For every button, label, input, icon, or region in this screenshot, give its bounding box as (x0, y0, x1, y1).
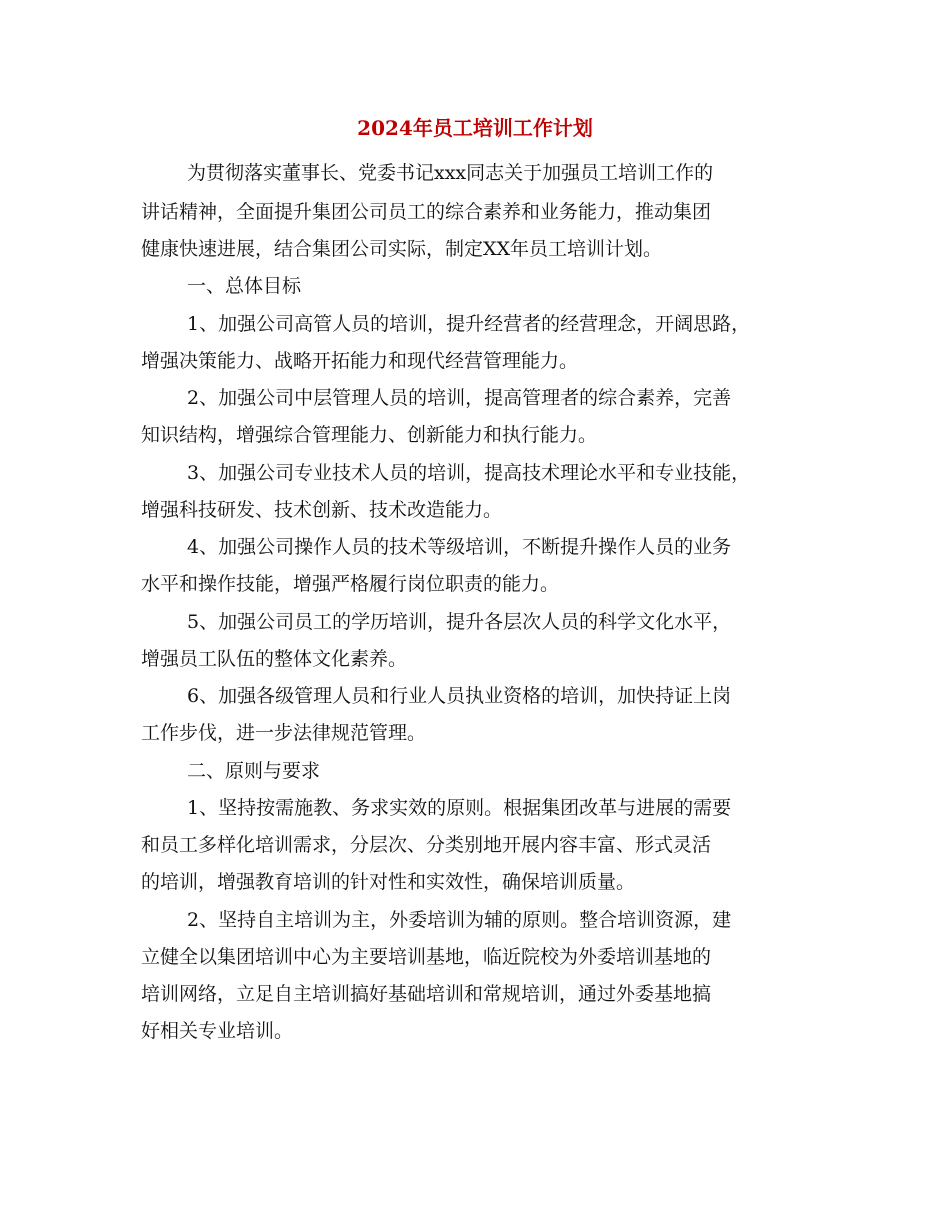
paragraph-line: 3、加强公司专业技术人员的培训，提高技术理论水平和专业技能， (187, 462, 751, 484)
paragraph-line: 工作步伐，进一步法律规范管理。 (141, 722, 427, 744)
paragraph-line: 知识结构，增强综合管理能力、创新能力和执行能力。 (141, 424, 598, 446)
paragraph-line: 2、坚持自主培训为主，外委培训为辅的原则。整合培训资源，建 (187, 909, 732, 931)
paragraph-line: 5、加强公司员工的学历培训，提升各层次人员的科学文化水平， (187, 611, 732, 633)
paragraph-line: 立健全以集团培训中心为主要培训基地，临近院校为外委培训基地的 (141, 946, 712, 968)
paragraph-line: 为贯彻落实董事长、党委书记xxx同志关于加强员工培训工作的 (187, 162, 714, 184)
paragraph-line: 2、加强公司中层管理人员的培训，提高管理者的综合素养，完善 (187, 387, 732, 409)
paragraph-line: 健康快速进展，结合集团公司实际，制定XX年员工培训计划。 (141, 238, 663, 260)
document-title: 2024年员工培训工作计划 (357, 116, 593, 140)
paragraph-line: 好相关专业培训。 (141, 1020, 294, 1042)
paragraph-line: 水平和操作技能，增强严格履行岗位职责的能力。 (141, 573, 560, 595)
paragraph-line: 增强员工队伍的整体文化素养。 (141, 648, 408, 670)
section-heading: 一、总体目标 (187, 275, 302, 297)
paragraph-line: 和员工多样化培训需求，分层次、分类别地开展内容丰富、形式灵活 (141, 834, 712, 856)
paragraph-line: 6、加强各级管理人员和行业人员执业资格的培训，加快持证上岗 (187, 685, 732, 707)
paragraph-line: 增强科技研发、技术创新、技术改造能力。 (141, 499, 503, 521)
paragraph-line: 1、加强公司高管人员的培训，提升经营者的经营理念，开阔思路， (187, 313, 751, 335)
paragraph-line: 的培训，增强教育培训的针对性和实效性，确保培训质量。 (141, 871, 636, 893)
section-heading: 二、原则与要求 (187, 760, 321, 782)
paragraph-line: 讲话精神，全面提升集团公司员工的综合素养和业务能力，推动集团 (141, 201, 712, 223)
paragraph-line: 4、加强公司操作人员的技术等级培训，不断提升操作人员的业务 (187, 536, 732, 558)
paragraph-line: 培训网络，立足自主培训搞好基础培训和常规培训，通过外委基地搞 (141, 983, 712, 1005)
paragraph-line: 增强决策能力、战略开拓能力和现代经营管理能力。 (141, 350, 579, 372)
paragraph-line: 1、坚持按需施教、务求实效的原则。根据集团改革与进展的需要 (187, 797, 732, 819)
